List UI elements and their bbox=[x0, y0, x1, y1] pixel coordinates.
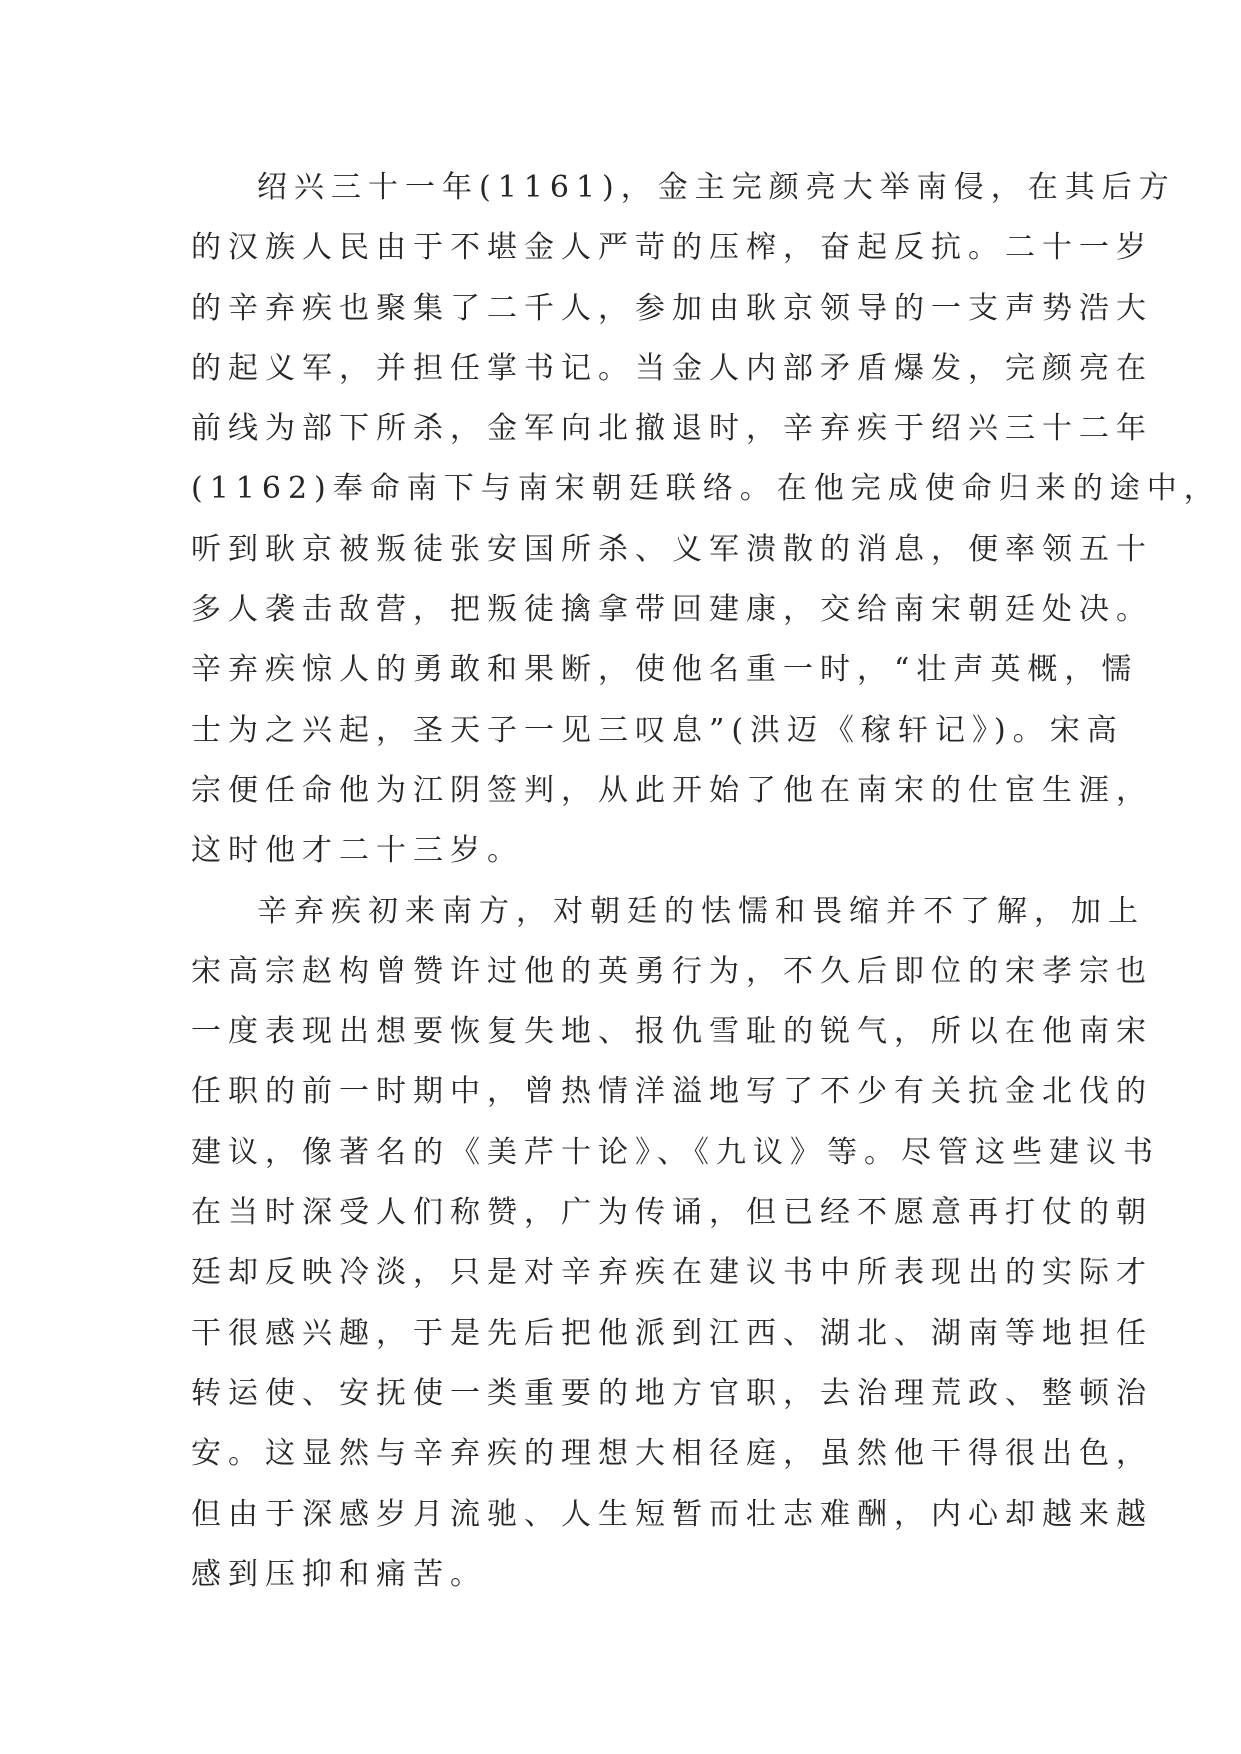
text-line: 廷却反映冷淡，只是对辛弃疾在建议书中所表现出的实际才 bbox=[191, 1255, 1153, 1291]
text-line: 任职的前一时期中，曾热情洋溢地写了不少有关抗金北伐的 bbox=[191, 1074, 1153, 1110]
paragraph-2 bbox=[191, 882, 1160, 1606]
text-line: 转运使、安抚使一类重要的地方官职，去治理荒政、整顿治 bbox=[191, 1375, 1153, 1411]
text-line: 在当时深受人们称赞，广为传诵，但已经不愿意再打仗的朝 bbox=[191, 1195, 1153, 1231]
text-line: 的汉族人民由于不堪金人严苛的压榨，奋起反抗。二十一岁 bbox=[191, 230, 1153, 266]
text-line: 的起义军，并担任掌书记。当金人内部矛盾爆发，完颜亮在 bbox=[191, 350, 1153, 386]
text-line: 前线为部下所杀，金军向北撤退时，辛弃疾于绍兴三十二年 bbox=[191, 411, 1153, 447]
text-line: 辛弃疾惊人的勇敢和果断，使他名重一时，“壮声英概，懦 bbox=[191, 652, 1139, 688]
text-line: 干很感兴趣，于是先后把他派到江西、湖北、湖南等地担任 bbox=[191, 1315, 1153, 1351]
text-line: 宗便任命他为江阴签判，从此开始了他在南宋的仕宦生涯， bbox=[191, 772, 1153, 808]
text-line: 这时他才二十三岁。 bbox=[191, 833, 524, 869]
text-line: 宋高宗赵构曾赞许过他的英勇行为，不久后即位的宋孝宗也 bbox=[191, 953, 1153, 989]
text-line: (1162)奉命南下与南宋朝廷联络。在他完成使命归来的途中， bbox=[191, 471, 1221, 507]
text-line: 多人袭击敌营，把叛徒擒拿带回建康，交给南宋朝廷处决。 bbox=[191, 592, 1153, 628]
paragraph-1 bbox=[191, 158, 1221, 882]
text-line: 听到耿京被叛徒张安国所杀、义军溃散的消息，便率领五十 bbox=[191, 531, 1153, 567]
text-line: 的辛弃疾也聚集了二千人，参加由耿京领导的一支声势浩大 bbox=[191, 290, 1153, 326]
text-line: 感到压抑和痛苦。 bbox=[191, 1556, 487, 1592]
text-line: 安。这显然与辛弃疾的理想大相径庭，虽然他干得很出色， bbox=[191, 1436, 1153, 1472]
body-text bbox=[191, 158, 1221, 1605]
text-line: 士为之兴起，圣天子一见三叹息”(洪迈《稼轩记》)。宋高 bbox=[191, 712, 1124, 748]
text-line: 建议，像著名的《美芹十论》、《九议》等。尽管这些建议书 bbox=[191, 1134, 1160, 1170]
text-line: 绍兴三十一年(1161)，金主完颜亮大举南侵，在其后方 bbox=[257, 170, 1176, 205]
text-line: 一度表现出想要恢复失地、报仇雪耻的锐气，所以在他南宋 bbox=[191, 1014, 1153, 1050]
text-line: 但由于深感岁月流驰、人生短暂而壮志难酬，内心却越来越 bbox=[191, 1496, 1153, 1532]
text-line: 辛弃疾初来南方，对朝廷的怯懦和畏缩并不了解，加上 bbox=[257, 893, 1145, 929]
